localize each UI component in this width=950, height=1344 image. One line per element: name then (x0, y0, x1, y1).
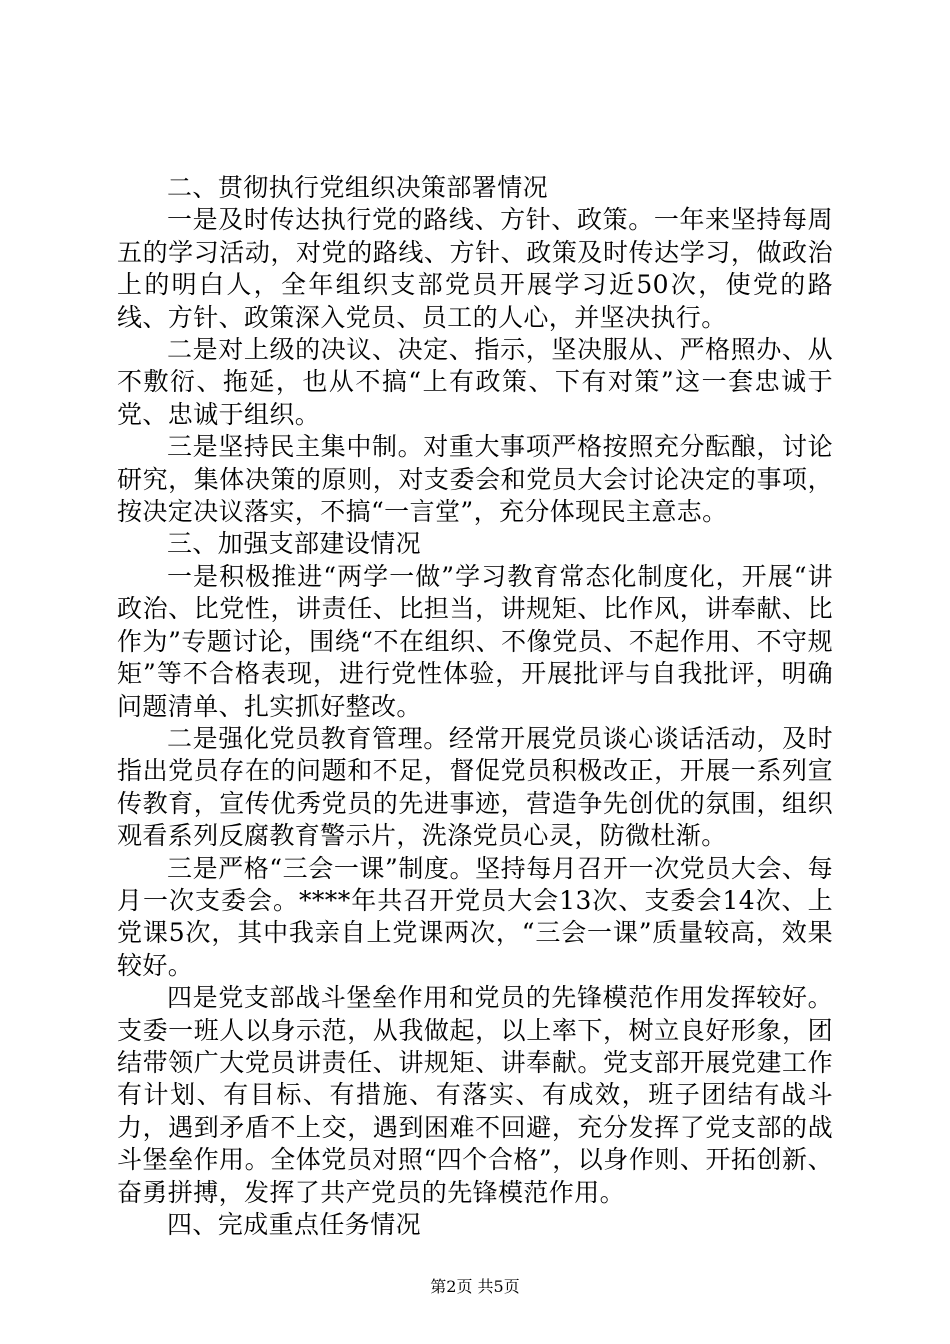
page-number-footer: 第2页 共5页 (430, 1277, 520, 1296)
section-heading-4: 四、完成重点任务情况 (167, 1210, 422, 1239)
section-heading-3: 三、加强支部建设情况 (167, 529, 422, 559)
section-heading-2: 二、贯彻执行党组织决策部署情况 (167, 173, 549, 202)
paragraph: 二是强化党员教育管理。经常开展党员谈心谈话活动，及时指出党员存在的问题和不足，督促党员积极改正，开展一系列宣传教育，宣传优秀党员的先进事迹，营造争先创优的氛围，组织观看系列反腐教育警示片，洗涤党员心灵，防微杜渐。 (117, 723, 833, 851)
paragraph: 一是积极推进“两学一做”学习教育常态化制度化，开展“讲政治、比党性，讲责任、比担当，讲规矩、比作风，讲奉献、比作为”专题讨论，围绕“不在组织、不像党员、不起作用、不守规矩”等不合格表现，进行党性体验，开展批评与自我批评，明确问题清单、扎实抓好整改。 (117, 561, 833, 721)
paragraph: 一是及时传达执行党的路线、方针、政策。一年来坚持每周五的学习活动，对党的路线、方针、政策及时传达学习，做政治上的明白人，全年组织支部党员开展学习近50次，使党的路线、方针、政策深入党员、员工的人心，并坚决执行。 (117, 205, 833, 332)
paragraph: 三是严格“三会一课”制度。坚持每月召开一次党员大会、每月一次支委会。****年共召开党员大会13次、支委会14次、上党课5次，其中我亲自上党课两次，“三会一课”质量较高，效果较好。 (117, 853, 833, 980)
paragraph: 四是党支部战斗堡垒作用和党员的先锋模范作用发挥较好。支委一班人以身示范，从我做起，以上率下，树立良好形象，团结带领广大党员讲责任、讲规矩、讲奉献。党支部开展党建工作有计划、有目标、有措施、有落实、有成效，班子团结有战斗力，遇到矛盾不上交，遇到困难不回避，充分发挥了党支部的战斗堡垒作用。全体党员对照“四个合格”，以身作则、开拓创新、奋勇拼搏，发挥了共产党员的先锋模范作用。 (117, 983, 833, 1207)
paragraph: 三是坚持民主集中制。对重大事项严格按照充分酝酿，讨论研究，集体决策的原则，对支委会和党员大会讨论决定的事项，按决定决议落实，不搞“一言堂”，充分体现民主意志。 (117, 432, 833, 527)
document-body (117, 172, 833, 1241)
paragraph: 二是对上级的决议、决定、指示，坚决服从、严格照办、从不敷衍、拖延，也从不搞“上有政策、下有对策”这一套忠诚于党、忠诚于组织。 (117, 335, 833, 429)
